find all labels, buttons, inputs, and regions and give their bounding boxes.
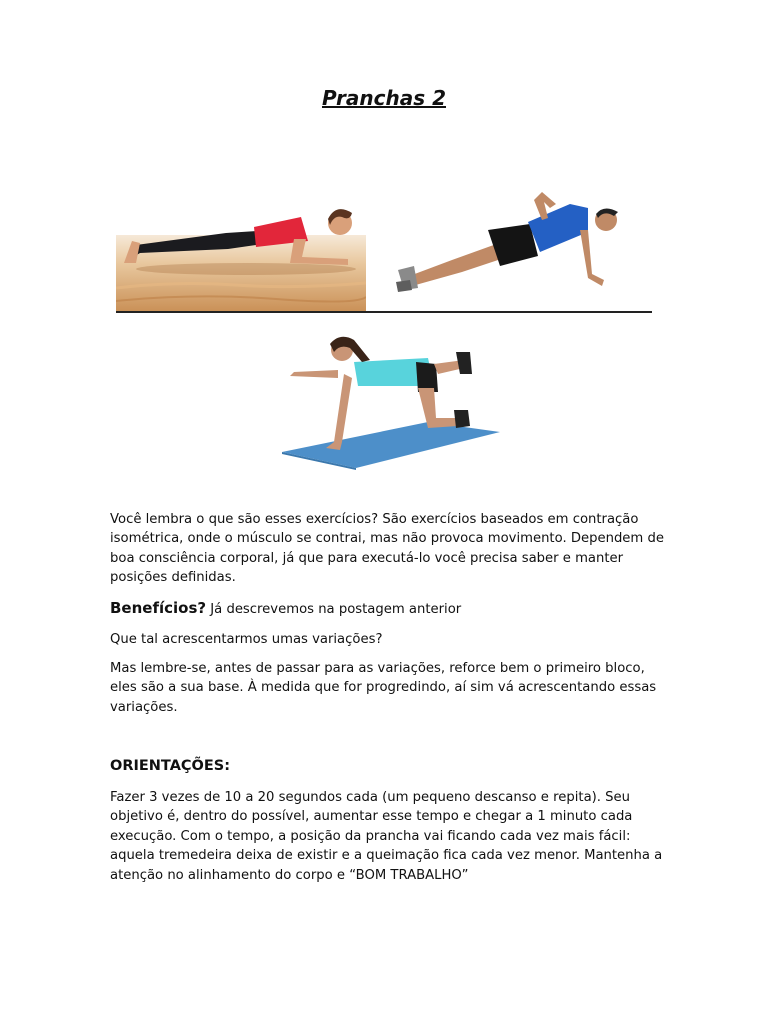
reminder-paragraph [110, 659, 670, 717]
bird-dog-plank-photo [278, 330, 504, 472]
guidelines-paragraph [110, 788, 670, 885]
benefits-paragraph [110, 599, 670, 619]
intro-text: Você lembra o que são esses exercícios? São exercícios baseados em contração isométrica, onde o músculo se contrai, mas não provoca movimento. Dependem de boa consciência corporal, já que para executá-lo você precisa saber e manter posições definidas. [110, 512, 664, 586]
benefits-text: Já descrevemos na postagem anterior [206, 602, 462, 617]
reminder-text: Mas lembre-se, antes de passar para as variações, reforce bem o primeiro bloco, eles são a sua base. À medida que for progredindo, aí sim vá acrescentando essas variações. [110, 661, 657, 715]
forearm-plank-photo [116, 193, 366, 313]
benefits-label: Benefícios? [110, 599, 207, 617]
variations-question-text: Que tal acrescentarmos umas variações? [110, 632, 383, 647]
divider-line [116, 311, 652, 313]
side-plank-photo [392, 186, 622, 298]
variations-question [110, 630, 670, 649]
guidelines-heading: ORIENTAÇÕES: [110, 758, 231, 774]
guidelines-text: Fazer 3 vezes de 10 a 20 segundos cada (um pequeno descanso e repita). Seu objetivo é, dentro do possível, aumentar esse tempo e chegar a 1 minuto cada execução. Com o tempo, a posição da prancha vai ficando cada vez mais fácil: aquela tremedeira deixa de existir e a queimação fica cada vez menor. Mantenha a atenção no alinhamento do corpo e “BOM TRABALHO” [110, 790, 663, 883]
intro-paragraph [110, 510, 670, 588]
page-title: Pranchas 2 [321, 86, 446, 110]
